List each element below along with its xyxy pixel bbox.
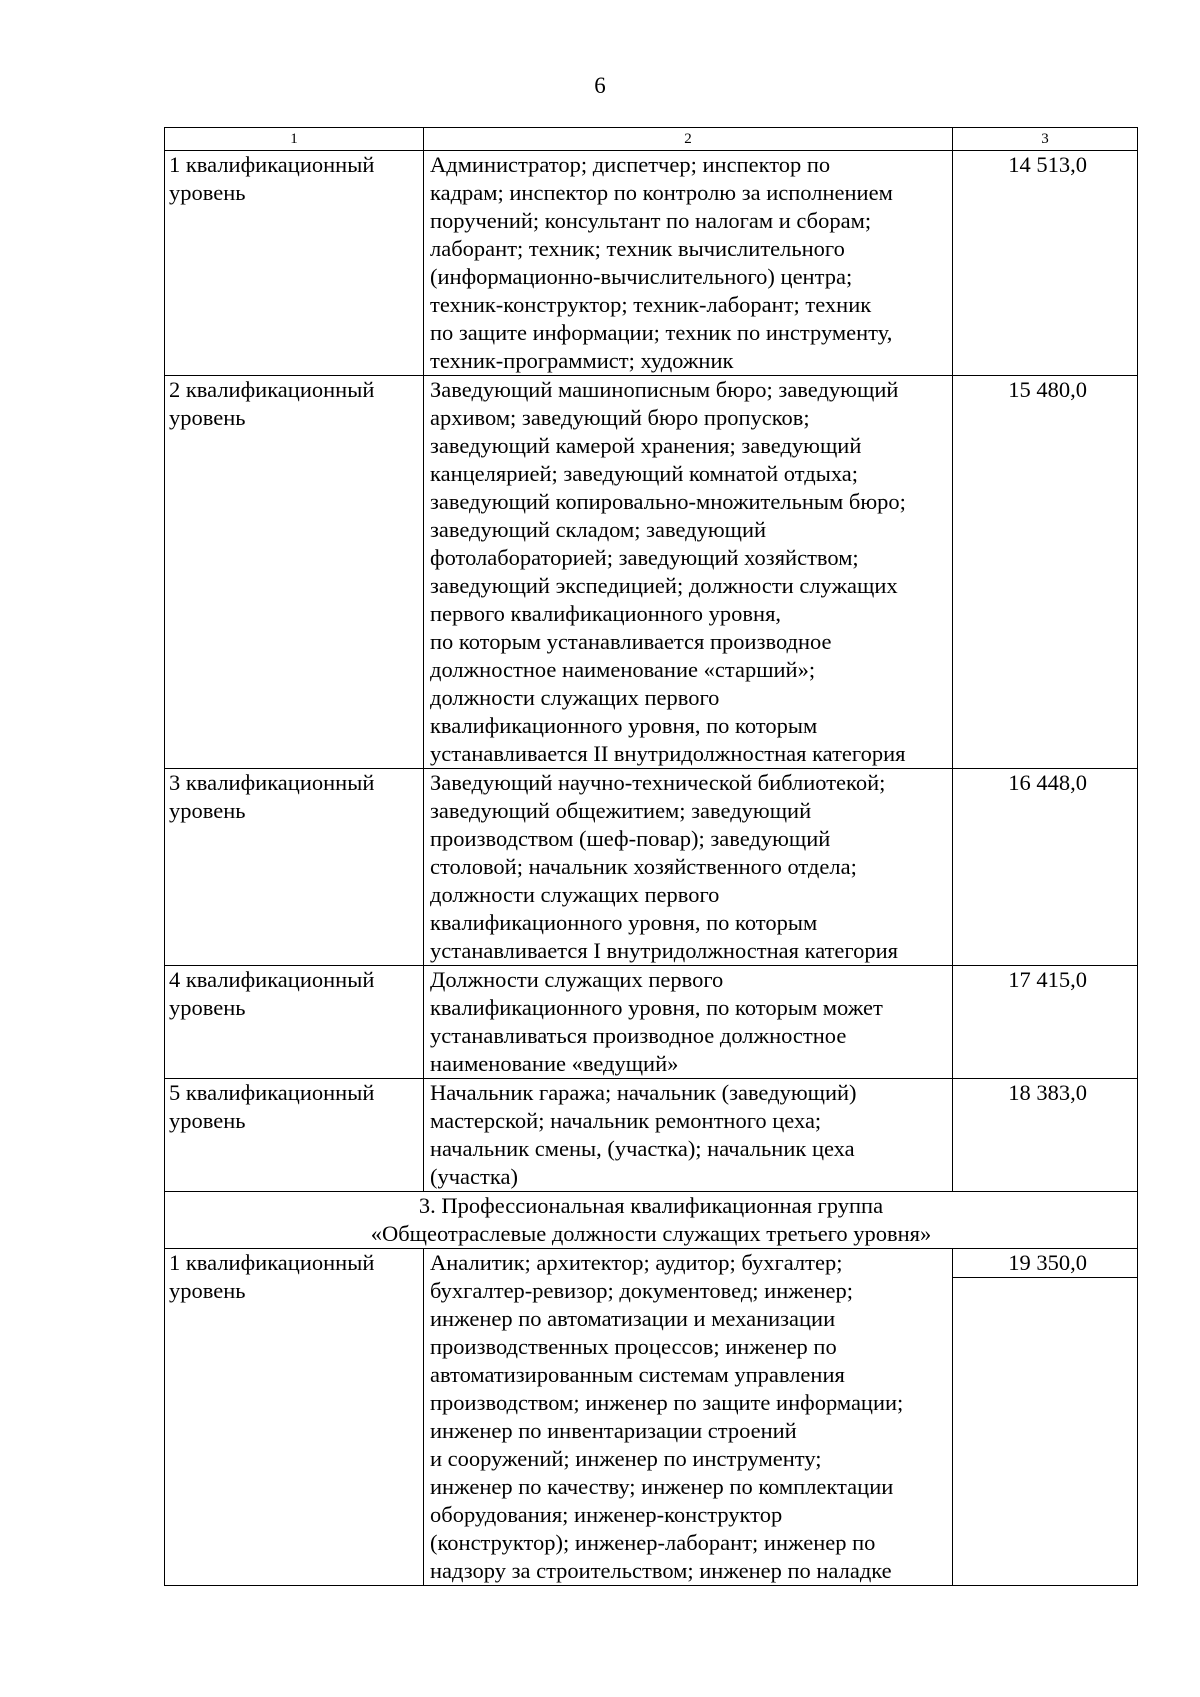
salary-cell [953, 376, 1138, 769]
position-line: инженер по качеству; инженер по комплектации [430, 1474, 894, 1499]
salary-cell [953, 1249, 1138, 1586]
position-line: Заведующий научно-технической библиотекой; [430, 770, 886, 795]
table-row [165, 769, 1138, 966]
level-text: 4 квалификационный [169, 967, 375, 992]
salary-value: 17 415,0 [1008, 967, 1087, 992]
salary-value: 18 383,0 [1008, 1080, 1087, 1105]
positions-list [424, 966, 953, 1079]
group-header [165, 1192, 1138, 1249]
table-row [165, 151, 1138, 376]
position-line: по защите информации; техник по инструменту, [430, 320, 893, 345]
position-line: техник-программист; художник [430, 348, 734, 373]
level-text: 5 квалификационный [169, 1080, 375, 1105]
level-text: уровень [169, 1278, 246, 1303]
position-line: по которым устанавливается производное [430, 629, 832, 654]
group-subtitle: «Общеотраслевые должности служащих третьего уровня» [370, 1221, 932, 1246]
position-line: поручений; консультант по налогам и сборам; [430, 208, 872, 233]
position-line: инженер по инвентаризации строений [430, 1418, 797, 1443]
position-line: фотолабораторией; заведующий хозяйством; [430, 545, 859, 570]
level-text: уровень [169, 405, 246, 430]
positions-list [424, 376, 953, 769]
level-text: уровень [169, 798, 246, 823]
position-line: (информационно-вычислительного) центра; [430, 264, 853, 289]
position-line: заведующий складом; заведующий [430, 517, 767, 542]
position-line: первого квалификационного уровня, [430, 601, 782, 626]
position-line: начальник смены, (участка); начальник цеха [430, 1136, 855, 1161]
position-line: инженер по автоматизации и механизации [430, 1306, 836, 1331]
position-line: производственных процессов; инженер по [430, 1334, 837, 1359]
column-number-1: 1 [165, 128, 424, 151]
position-line: заведующий экспедицией; должности служащих [430, 573, 898, 598]
group-header-row [165, 1192, 1138, 1249]
position-line: и сооружений; инженер по инструменту; [430, 1446, 822, 1471]
level-text: 1 квалификационный [169, 1250, 375, 1275]
page-number: 6 [594, 73, 606, 98]
table-row [165, 1249, 1138, 1586]
position-line: производством (шеф-повар); заведующий [430, 826, 831, 851]
positions-list [424, 151, 953, 376]
position-line: устанавливается II внутридолжностная категория [430, 741, 906, 766]
positions-list [424, 769, 953, 966]
table-row [165, 966, 1138, 1079]
salary-table [164, 127, 1138, 1586]
position-line: Начальник гаража; начальник (заведующий) [430, 1080, 857, 1105]
positions-list [424, 1079, 953, 1192]
position-line: должности служащих первого [430, 685, 720, 710]
salary-value: 15 480,0 [1008, 377, 1087, 402]
column-number-2: 2 [424, 128, 953, 151]
position-line: квалификационного уровня, по которым может [430, 995, 883, 1020]
position-line: заведующий камерой хранения; заведующий [430, 433, 862, 458]
level-text: 1 квалификационный [169, 152, 375, 177]
level-text: уровень [169, 995, 246, 1020]
position-line: мастерской; начальник ремонтного цеха; [430, 1108, 822, 1133]
salary-value: 19 350,0 [953, 1249, 1137, 1278]
position-line: (конструктор); инженер-лаборант; инженер по [430, 1530, 876, 1555]
position-line: должностное наименование «старший»; [430, 657, 816, 682]
position-line: квалификационного уровня, по которым [430, 910, 818, 935]
group-title: 3. Профессиональная квалификационная группа [418, 1193, 884, 1218]
position-line: оборудования; инженер-конструктор [430, 1502, 783, 1527]
position-line: кадрам; инспектор по контролю за исполнением [430, 180, 893, 205]
qualification-level [165, 769, 424, 966]
position-line: автоматизированным системам управления [430, 1362, 845, 1387]
column-number-row [165, 128, 1138, 151]
position-line: (участка) [430, 1164, 518, 1189]
position-line: канцелярией; заведующий комнатой отдыха; [430, 461, 859, 486]
position-line: Должности служащих первого [430, 967, 724, 992]
position-line: архивом; заведующий бюро пропусков; [430, 405, 810, 430]
position-line: устанавливается I внутридолжностная категория [430, 938, 898, 963]
salary-cell [953, 151, 1138, 376]
salary-value: 16 448,0 [1008, 770, 1087, 795]
qualification-level [165, 376, 424, 769]
position-line: наименование «ведущий» [430, 1051, 679, 1076]
position-line: лаборант; техник; техник вычислительного [430, 236, 845, 261]
level-text: 3 квалификационный [169, 770, 375, 795]
position-line: должности служащих первого [430, 882, 720, 907]
salary-cell [953, 1079, 1138, 1192]
position-line: квалификационного уровня, по которым [430, 713, 818, 738]
qualification-level [165, 1249, 424, 1586]
position-line: устанавливаться производное должностное [430, 1023, 847, 1048]
position-line: надзору за строительством; инженер по наладке [430, 1558, 892, 1583]
column-number-3: 3 [953, 128, 1138, 151]
position-line: Аналитик; архитектор; аудитор; бухгалтер; [430, 1250, 843, 1275]
position-line: заведующий общежитием; заведующий [430, 798, 812, 823]
position-line: Заведующий машинописным бюро; заведующий [430, 377, 899, 402]
qualification-level [165, 966, 424, 1079]
table-row [165, 1079, 1138, 1192]
position-line: столовой; начальник хозяйственного отдела; [430, 854, 857, 879]
qualification-level [165, 151, 424, 376]
position-line: заведующий копировально-множительным бюро; [430, 489, 906, 514]
qualification-level [165, 1079, 424, 1192]
position-line: бухгалтер-ревизор; документовед; инженер; [430, 1278, 853, 1303]
position-line: техник-конструктор; техник-лаборант; техник [430, 292, 872, 317]
salary-cell [953, 769, 1138, 966]
level-text: 2 квалификационный [169, 377, 375, 402]
salary-cell [953, 966, 1138, 1079]
position-line: Администратор; диспетчер; инспектор по [430, 152, 831, 177]
positions-list [424, 1249, 953, 1586]
table-row [165, 376, 1138, 769]
level-text: уровень [169, 180, 246, 205]
salary-value: 14 513,0 [1008, 152, 1087, 177]
level-text: уровень [169, 1108, 246, 1133]
position-line: производством; инженер по защите информации; [430, 1390, 904, 1415]
